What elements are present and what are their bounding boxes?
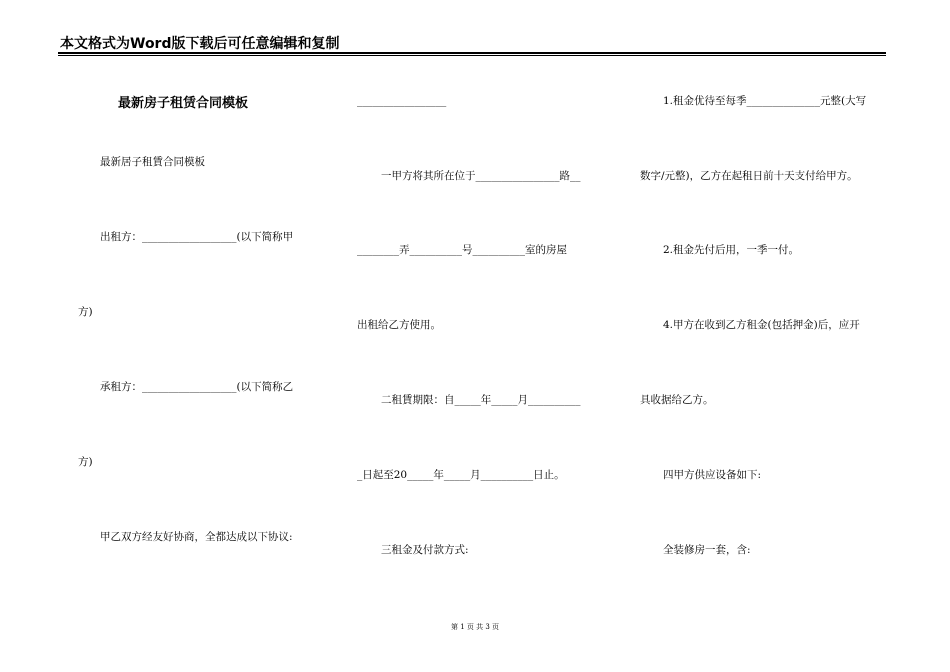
col3-line: 全装修房一套，含: (663, 544, 751, 556)
col1-line: 方) (78, 456, 93, 468)
col2-line: 三租金及付款方式: (381, 544, 469, 556)
col2-line: _日起至20_____年_____月__________日止。 (357, 469, 565, 481)
col2-line: 出租给乙方使用。 (357, 319, 441, 331)
col2-line: _________________ (357, 95, 447, 107)
col1-line: 方) (78, 306, 93, 318)
col3-line: 四甲方供应设备如下: (663, 469, 762, 481)
col1-line: 最新居子租賃合同模板 (100, 156, 205, 168)
document-title: 最新房子租赁合同模板 (118, 96, 249, 111)
page-number: 第 1 页 共 3 页 (450, 623, 500, 631)
col3-line: 2.租金先付后用，一季一付。 (663, 244, 800, 256)
col2-line: 二租賃期限：自_____年_____月__________ (381, 394, 581, 406)
header-rule (58, 52, 886, 54)
document-header: 本文格式为Word版下载后可任意编辑和复制 (60, 36, 340, 52)
col2-line: ________弄__________号__________室的房屋 (357, 244, 567, 256)
header-rule-thin (58, 55, 886, 56)
col3-line: 1.租金优待至每季______________元整(大写 (663, 95, 867, 107)
col3-line: 具收据给乙方。 (640, 394, 714, 406)
col3-line: 4.甲方在收到乙方租金(包括押金)后，应开 (663, 319, 860, 331)
col3-line: 数字/元整)，乙方在起租日前十天支付给甲方。 (640, 170, 858, 182)
col1-line: 承租方：__________________(以下简称乙 (100, 381, 294, 393)
col1-line: 甲乙双方经友好协商，全都达成以下协议: (100, 531, 293, 543)
col2-line: 一甲方将其所在位于________________路__ (381, 170, 581, 182)
col1-line: 出租方：__________________(以下简称甲 (100, 231, 294, 243)
